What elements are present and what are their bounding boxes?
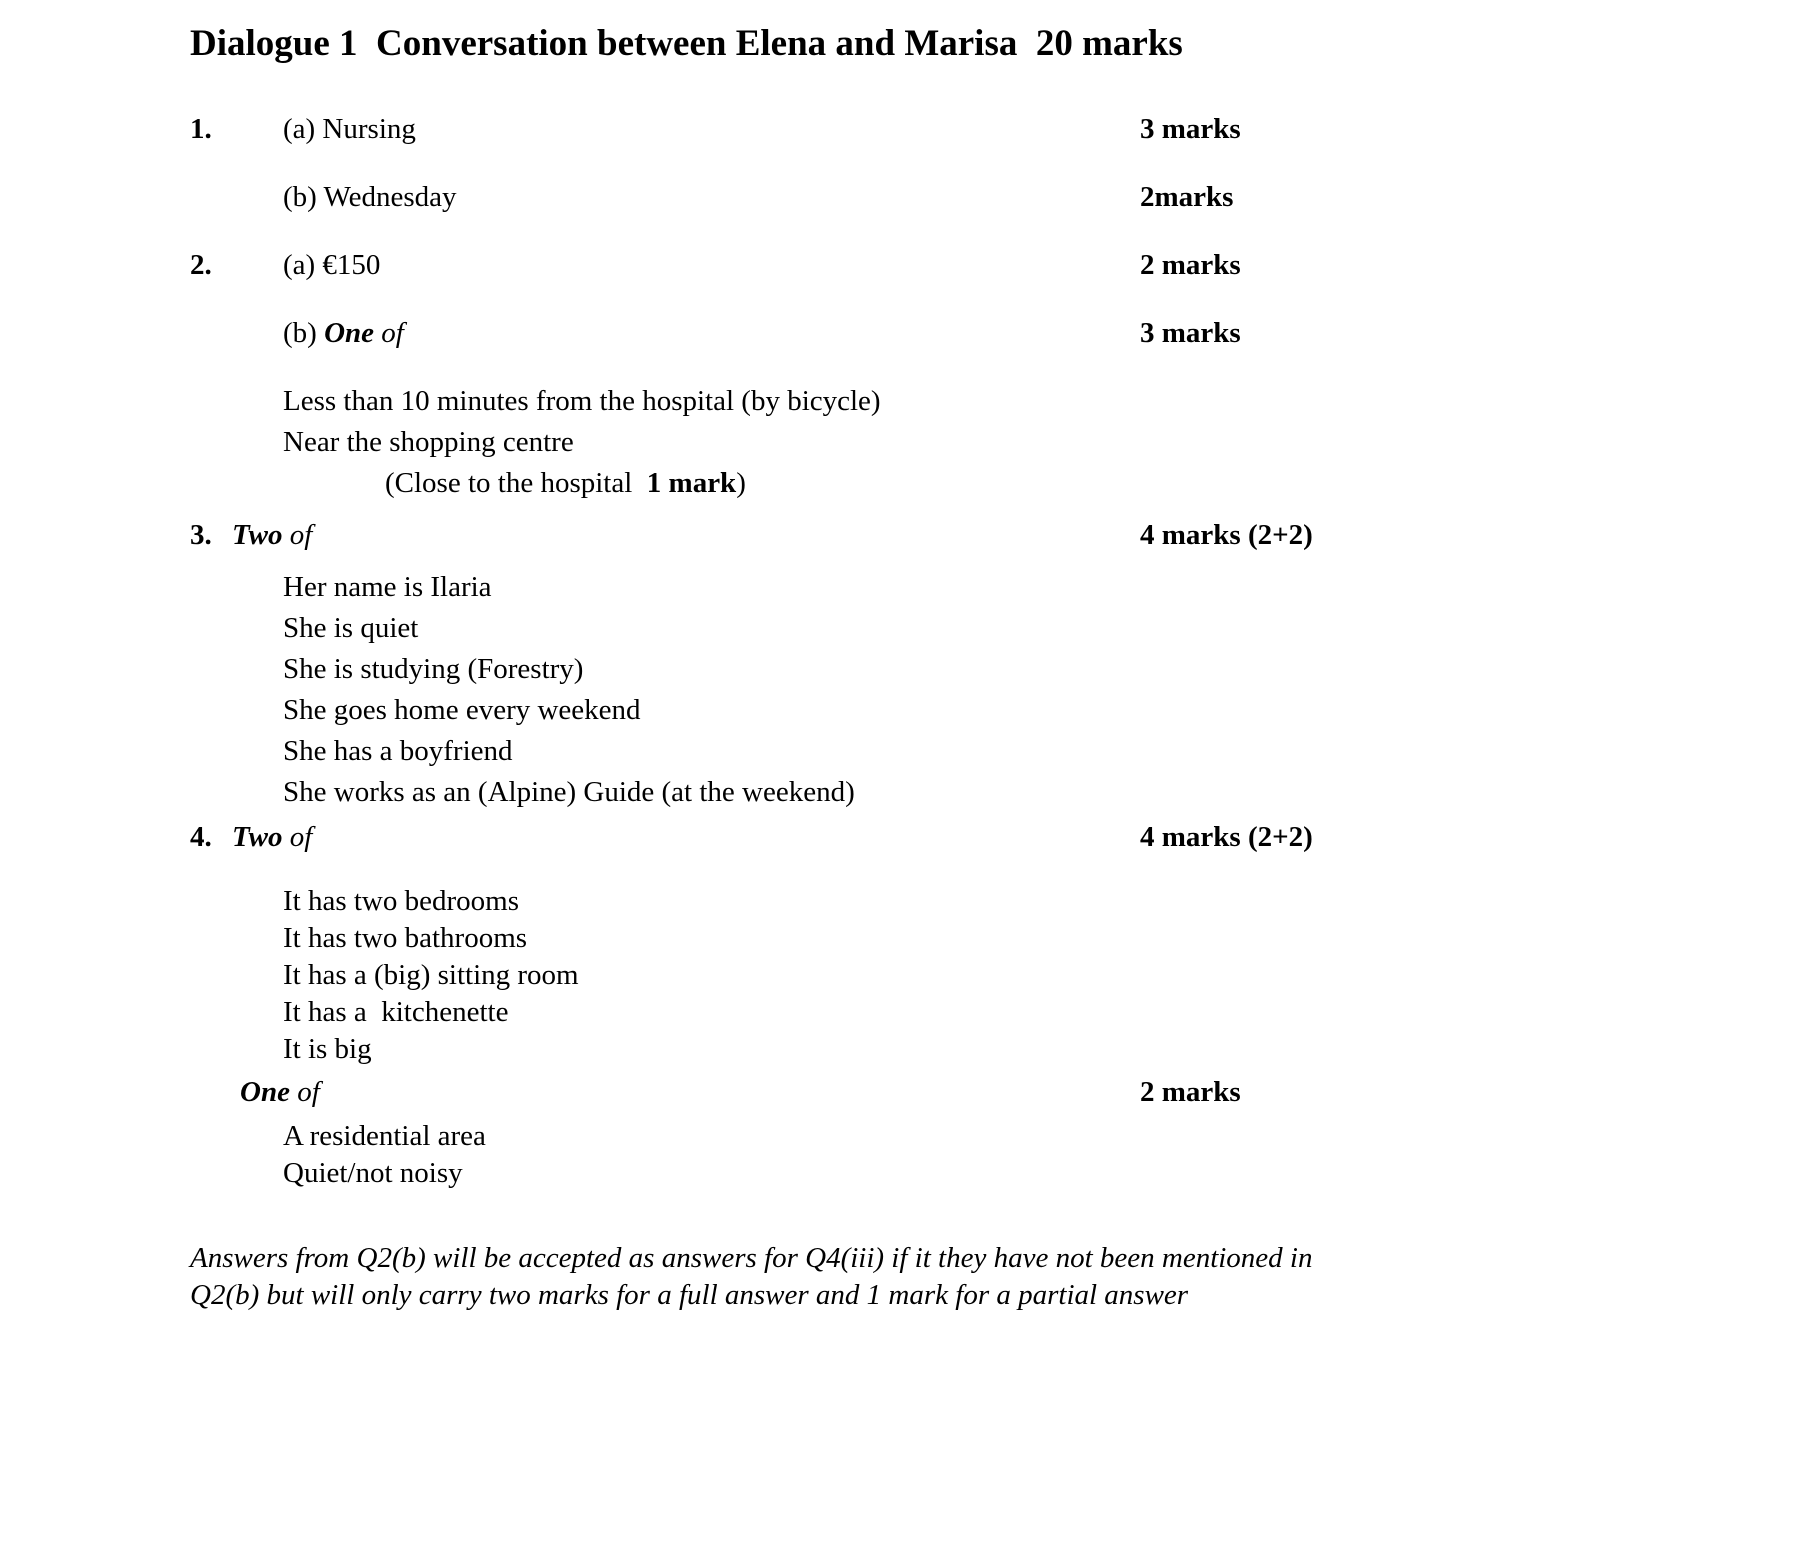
question-2-number: 2. [190, 249, 212, 281]
option-line: She has a boyfriend [283, 735, 513, 767]
q1b-row [190, 177, 1758, 217]
option-line: It has two bedrooms [283, 885, 519, 917]
q2a-marks: 2 marks [1140, 249, 1241, 281]
q1a-row [190, 109, 1758, 149]
q3-emphasis: Two [232, 519, 283, 551]
q2b-note-prefix: (Close to the hospital [385, 467, 647, 499]
question-4-number: 4. [190, 821, 212, 853]
q2b-prefix: (b) [283, 317, 325, 349]
option-line: A residential area [283, 1120, 486, 1152]
question-4 [190, 817, 1758, 1192]
q2b-of: of [374, 317, 404, 349]
option-line: Near the shopping centre [283, 426, 574, 458]
option-line: Her name is Ilaria [283, 571, 492, 603]
q2b-marks: 3 marks [1140, 317, 1241, 349]
q2a-row [190, 245, 1758, 285]
q4-options-list [190, 883, 1758, 1068]
q2b-emphasis: One [324, 317, 375, 349]
option-line: Less than 10 minutes from the hospital (by bicycle) [283, 385, 881, 417]
q2a-answer: (a) €150 [283, 249, 381, 281]
question-1-number: 1. [190, 113, 212, 145]
option-line: It has two bathrooms [283, 922, 528, 954]
q4-header-row [190, 817, 1758, 857]
q3-options-list [190, 567, 1758, 813]
q4-sub-options-list [190, 1118, 1758, 1192]
question-3 [190, 515, 1758, 813]
q4-sub-of: of [289, 1076, 320, 1108]
q3-marks: 4 marks (2+2) [1140, 519, 1313, 551]
q1b-marks: 2marks [1140, 181, 1234, 213]
q4-of: of [282, 821, 313, 853]
q2b-note-suffix: ) [736, 467, 746, 499]
option-line: She works as an (Alpine) Guide (at the weekend) [283, 776, 855, 808]
footer-note: Answers from Q2(b) will be accepted as answers for Q4(iii) if it they have not been mentioned in Q2(b) but will only carry two marks for a full answer and 1 mark for a partial answer [190, 1242, 1313, 1311]
page-title: Dialogue 1 Conversation between Elena and Marisa 20 marks [190, 23, 1183, 64]
option-line: It is big [283, 1033, 372, 1065]
q4-emphasis: Two [232, 821, 283, 853]
option-line: She is quiet [283, 612, 419, 644]
option-line: It has a (big) sitting room [283, 959, 579, 991]
option-line: She is studying (Forestry) [283, 653, 584, 685]
q1a-marks: 3 marks [1140, 113, 1241, 145]
option-line: She goes home every weekend [283, 694, 641, 726]
q1b-answer: (b) Wednesday [283, 181, 457, 213]
q2b-note-row [190, 463, 1758, 503]
q2b-row [190, 313, 1758, 353]
q2b-note-mark: 1 mark [646, 467, 737, 499]
option-line: It has a kitchenette [283, 996, 509, 1028]
q2b-options-list [190, 381, 1758, 463]
option-line: Quiet/not noisy [283, 1157, 463, 1189]
q3-header-row [190, 515, 1758, 555]
q4-sub-marks: 2 marks [1140, 1076, 1241, 1108]
question-1 [190, 109, 1758, 217]
q4-sub-header-row [190, 1072, 1758, 1112]
q4-sub-emphasis: One [240, 1076, 290, 1108]
question-3-number: 3. [190, 519, 212, 551]
q3-of: of [282, 519, 313, 551]
q4-marks: 4 marks (2+2) [1140, 821, 1313, 853]
question-2 [190, 245, 1758, 503]
q1a-answer: (a) Nursing [283, 113, 416, 145]
